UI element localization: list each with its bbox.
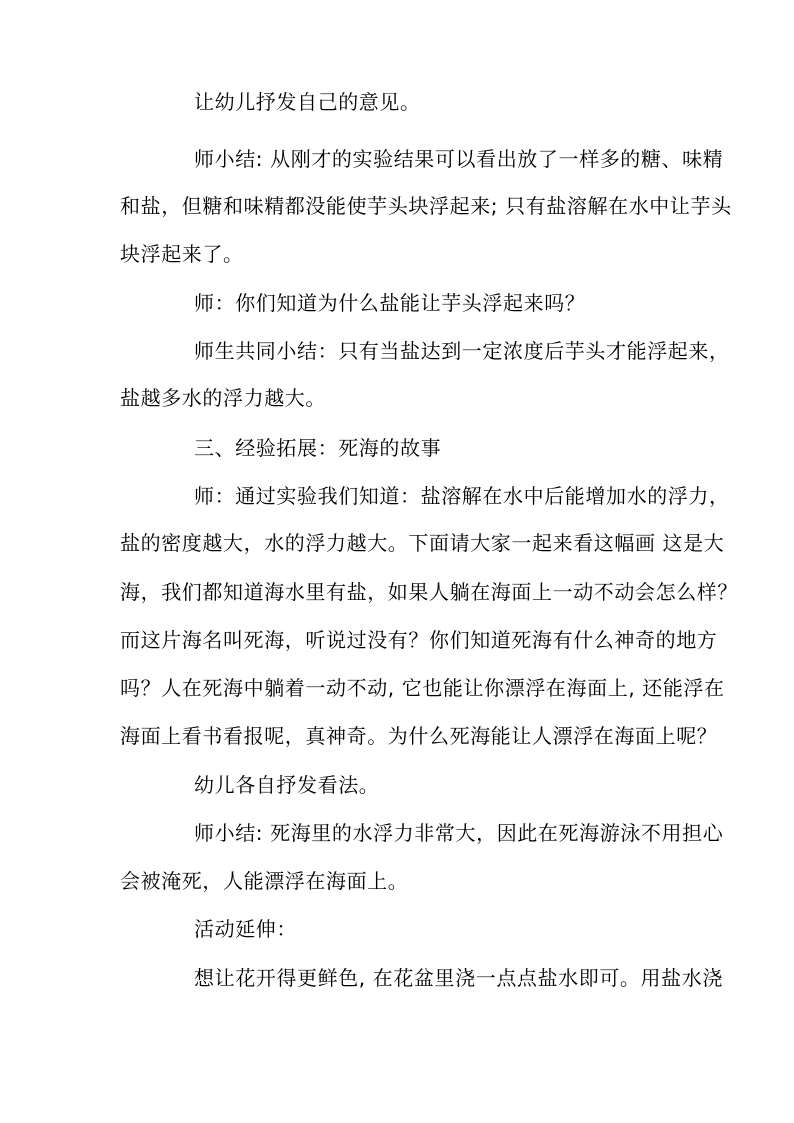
- paragraph-line: 海面上看书看报呢，真神奇。为什么死海能让人漂浮在海面上呢？: [120, 724, 718, 748]
- paragraph-line: 师小结: 死海里的水浮力非常大，因此在死海游泳不用担心: [194, 821, 724, 845]
- paragraph-line: 会被淹死，人能漂浮在海面上。: [120, 869, 409, 893]
- paragraph-line: 盐的密度越大，水的浮力越大。下面请大家一起来看这幅画 这是大: [120, 531, 725, 555]
- paragraph-line: 师小结: 从刚才的实验结果可以看出放了一样多的糖、味精: [194, 147, 724, 171]
- paragraph-line: 师：你们知道为什么盐能让芋头浮起来吗？: [194, 291, 586, 315]
- paragraph-line: 幼儿各自抒发看法。: [194, 773, 380, 797]
- paragraph-line: 和盐，但糖和味精都没能使芋头块浮起来; 只有盐溶解在水中让芋头: [120, 194, 732, 218]
- paragraph-line: 吗？人在死海中躺着一动不动, 它也能让你漂浮在海面上, 还能浮在: [120, 676, 725, 700]
- paragraph-line: 让幼儿抒发自己的意见。: [194, 90, 421, 114]
- paragraph-line: 想让花开得更鲜色, 在花盆里浇一点点盐水即可。用盐水浇: [194, 966, 723, 990]
- paragraph-line: 师：通过实验我们知道：盐溶解在水中后能增加水的浮力，: [194, 484, 730, 508]
- paragraph-line: 活动延伸：: [194, 917, 297, 941]
- paragraph-line: 海，我们都知道海水里有盐，如果人躺在海面上一动不动会怎么样？: [120, 580, 738, 604]
- paragraph-line: 师生共同小结：只有当盐达到一定浓度后芋头才能浮起来，: [194, 339, 730, 363]
- paragraph-line: 块浮起来了。: [120, 242, 244, 266]
- section-heading: 三、经验拓展：死海的故事: [194, 436, 442, 460]
- paragraph-line: 而这片海名叫死海，听说过没有？你们知道死海有什么神奇的地方: [120, 628, 718, 652]
- paragraph-line: 盐越多水的浮力越大。: [120, 386, 326, 410]
